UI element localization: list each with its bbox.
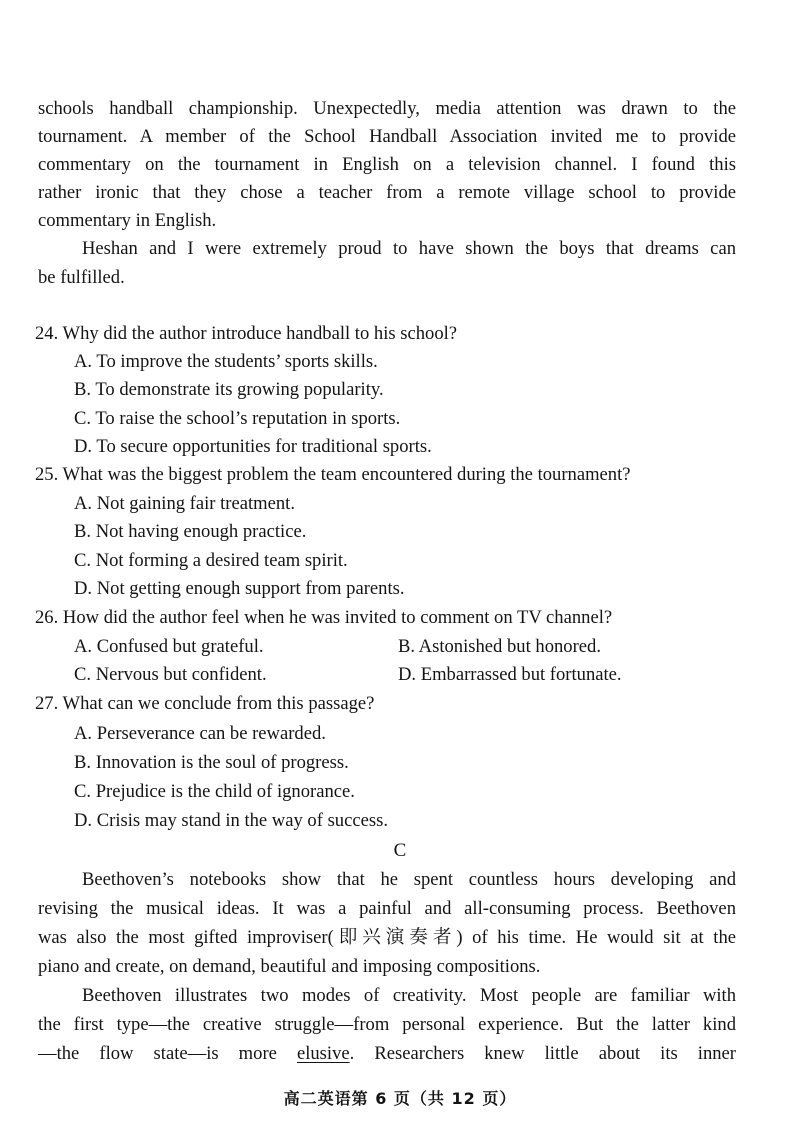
- option-d: D. Crisis may stand in the way of success.: [74, 810, 388, 831]
- passage-line: tournament. A member of the School Handball Association invited me to provide: [38, 126, 736, 147]
- passage-line: commentary in English.: [38, 210, 217, 231]
- page-footer: 高二英语第 6 页（共 12 页）: [283, 1089, 517, 1108]
- option-c: C. Nervous but confident.: [74, 664, 267, 685]
- passage-line: be fulfilled.: [38, 267, 125, 288]
- question-stem: 24. Why did the author introduce handball to his school?: [35, 323, 458, 344]
- passage-line: Beethoven illustrates two modes of creativity. Most people are familiar with: [82, 985, 736, 1006]
- passage-line: Beethoven’s notebooks show that he spent countless hours developing and: [82, 869, 736, 890]
- underlined-word: elusive: [296, 1043, 350, 1064]
- passage-line: revising the musical ideas. It was a painful and all-consuming process. Beethoven: [38, 898, 736, 919]
- passage-line: Heshan and I were extremely proud to have shown the boys that dreams can: [82, 238, 736, 259]
- question-stem: 27. What can we conclude from this passage?: [35, 693, 375, 714]
- section-heading: C: [393, 840, 407, 861]
- question-stem: 26. How did the author feel when he was invited to comment on TV channel?: [35, 607, 613, 628]
- question-stem: 25. What was the biggest problem the team encountered during the tournament?: [35, 464, 631, 485]
- option-d: D. Embarrassed but fortunate.: [398, 664, 622, 685]
- option-c: C. To raise the school’s reputation in sports.: [74, 408, 401, 429]
- option-b: B. Innovation is the soul of progress.: [74, 752, 349, 773]
- option-c: C. Not forming a desired team spirit.: [74, 550, 348, 571]
- option-b: B. Astonished but honored.: [398, 636, 601, 657]
- option-c: C. Prejudice is the child of ignorance.: [74, 781, 355, 802]
- option-b: B. Not having enough practice.: [74, 521, 307, 542]
- option-a: A. Perseverance can be rewarded.: [74, 723, 326, 744]
- text-segment: —the flow state—is more: [38, 1043, 297, 1064]
- passage-line: piano and create, on demand, beautiful and imposing compositions.: [38, 956, 541, 977]
- passage-line: [38, 1040, 736, 1068]
- passage-line: commentary on the tournament in English on a television channel. I found this: [38, 154, 736, 175]
- passage-line: schools handball championship. Unexpectedly, media attention was drawn to the: [38, 98, 736, 119]
- option-a: A. Not gaining fair treatment.: [74, 493, 295, 514]
- option-a: A. Confused but grateful.: [74, 636, 264, 657]
- option-a: A. To improve the students’ sports skills.: [74, 351, 378, 372]
- option-d: D. To secure opportunities for traditional sports.: [74, 436, 432, 457]
- passage-line: rather ironic that they chose a teacher from a remote village school to provide: [38, 182, 736, 203]
- text-segment: . Researchers knew little about its inner: [349, 1043, 736, 1064]
- passage-line: the first type—the creative struggle—from personal experience. But the latter kind: [38, 1014, 736, 1035]
- option-d: D. Not getting enough support from parents.: [74, 578, 405, 599]
- passage-line: was also the most gifted improviser(即兴演奏者) of his time. He would sit at the: [38, 927, 736, 948]
- option-b: B. To demonstrate its growing popularity.: [74, 379, 384, 400]
